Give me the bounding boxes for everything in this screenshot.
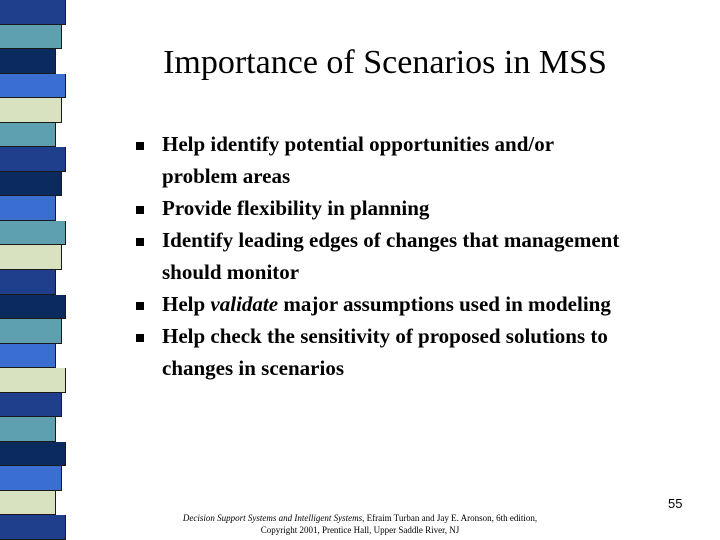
stripe-block: [0, 245, 62, 270]
square-bullet-icon: [136, 334, 144, 342]
stripe-block: [0, 147, 66, 172]
stripe-block: [0, 221, 66, 246]
footer-citation: [150, 512, 570, 536]
stripe-block: [0, 0, 66, 25]
stripe-block: [0, 515, 66, 540]
bullet-text: Provide flexibility in planning: [162, 196, 430, 220]
bullet-item: [136, 320, 696, 384]
square-bullet-icon: [136, 206, 144, 214]
square-bullet-icon: [136, 238, 144, 246]
stripe-block: [0, 491, 56, 516]
bullet-item: [136, 128, 696, 192]
square-bullet-icon: [136, 302, 144, 310]
slide-title: Importance of Scenarios in MSS: [163, 44, 607, 81]
bullet-text: Help validate major assumptions used in modeling: [162, 292, 611, 316]
stripe-block: [0, 368, 66, 393]
stripe-block: [0, 417, 56, 442]
footer-book-title: Decision Support Systems and Intelligent Systems: [182, 513, 363, 523]
bullet-text: problem areas: [162, 164, 291, 188]
square-bullet-icon: [136, 142, 144, 150]
bullet-list: [136, 128, 696, 384]
stripe-block: [0, 295, 66, 320]
stripe-block: [0, 123, 56, 148]
stripe-block: [0, 25, 62, 50]
stripe-block: [0, 74, 66, 99]
bullet-text: Help identify potential opportunities and/or: [162, 132, 555, 156]
stripe-block: [0, 393, 62, 418]
page-number: 55: [668, 496, 683, 511]
bullet-item: [136, 192, 696, 224]
bullet-item: [136, 288, 696, 320]
bullet-text: Help check the sensitivity of proposed solutions to: [162, 324, 608, 348]
stripe-block: [0, 49, 56, 74]
stripe-block: [0, 319, 62, 344]
footer-authors: , Efraim Turban and Jay E. Aronson, 6th edition,: [362, 513, 538, 523]
bullet-item: [136, 224, 696, 288]
stripe-block: [0, 466, 62, 491]
bullet-text: Identify leading edges of changes that management: [162, 228, 620, 252]
stripe-block: [0, 172, 62, 197]
stripe-block: [0, 270, 56, 295]
stripe-block: [0, 196, 56, 221]
bullet-text: should monitor: [162, 260, 300, 284]
footer-copyright: Copyright 2001, Prentice Hall, Upper Saddle River, NJ: [260, 525, 460, 535]
bullet-text: changes in scenarios: [162, 356, 345, 380]
stripe-block: [0, 442, 66, 467]
stripe-block: [0, 344, 56, 369]
stripe-block: [0, 98, 62, 123]
decorative-stripe: [0, 0, 70, 540]
